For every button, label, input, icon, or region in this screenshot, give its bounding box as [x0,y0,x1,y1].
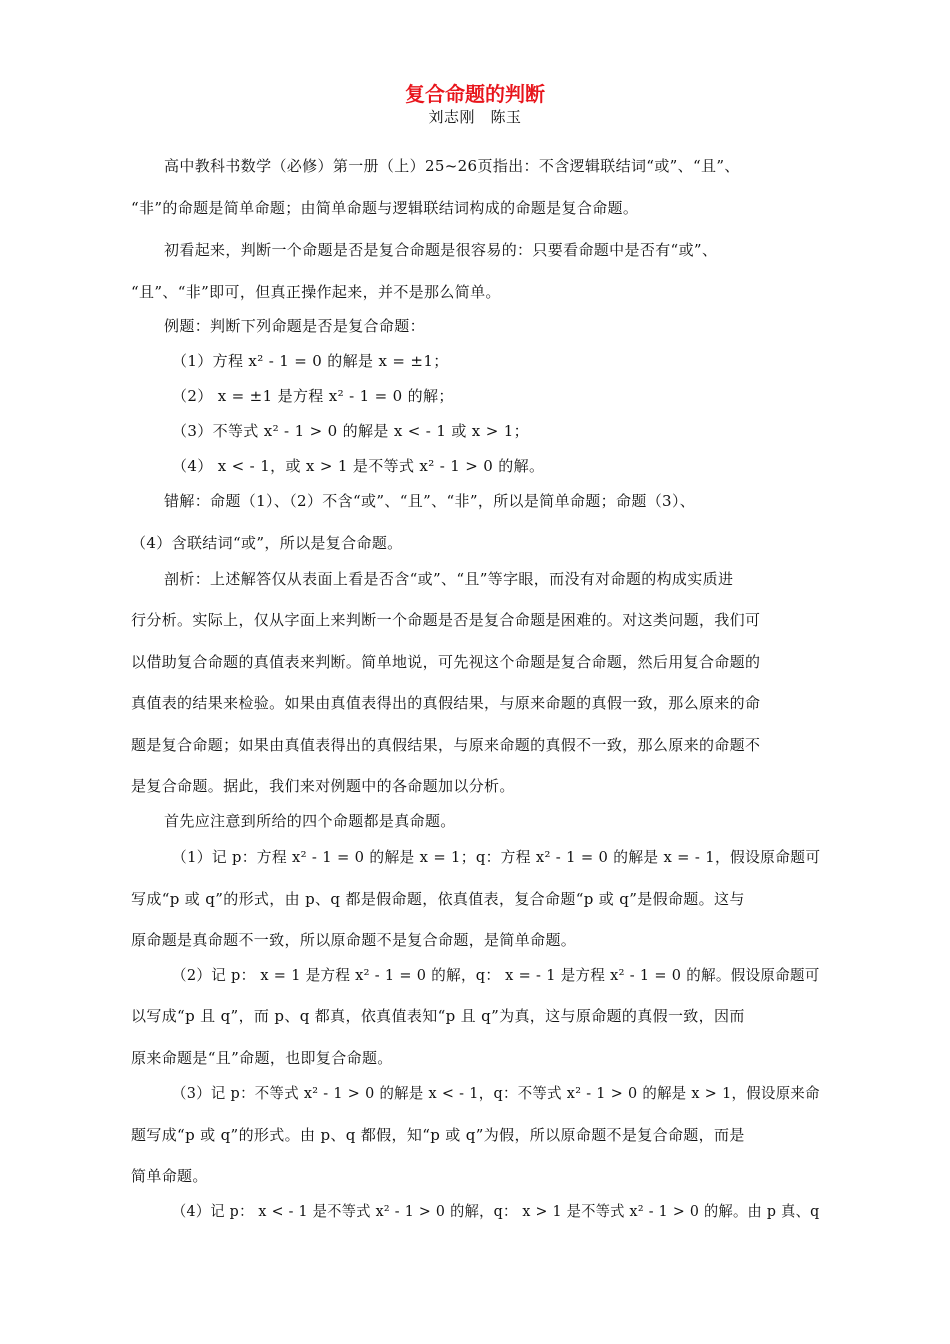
paragraph-line: 以写成“p 且 q”，而 p、q 都真，依真值表知“p 且 q”为真，这与原命题的真假一致，因而 [131,1007,745,1025]
example-item: （4） x < - 1，或 x > 1 是不等式 x² - 1 > 0 的解。 [172,457,545,475]
paragraph-line: 简单命题。 [131,1167,208,1185]
paragraph-line: （1）记 p：方程 x² - 1 = 0 的解是 x = 1；q：方程 x² - 1 = 0 的解是 x = - 1，假设原命题可 [172,848,821,866]
paragraph-line: 剖析：上述解答仅从表面上看是否含“或”、“且”等字眼，而没有对命题的构成实质进 [164,570,734,588]
paragraph-line: 写成“p 或 q”的形式，由 p、q 都是假命题，依真值表，复合命题“p 或 q”是假命题。这与 [131,890,745,908]
paragraph-line: （4）记 p： x < - 1 是不等式 x² - 1 > 0 的解，q： x > 1 是不等式 x² - 1 > 0 的解。由 p 真、q [172,1202,820,1220]
document-title: 复合命题的判断 [405,82,545,106]
paragraph-line: （4）含联结词“或”，所以是复合命题。 [131,534,403,552]
document-authors: 刘志刚 陈玉 [428,108,522,126]
paragraph-line: 是复合命题。据此，我们来对例题中的各命题加以分析。 [131,777,515,795]
paragraph-line: 题写成“p 或 q”的形式。由 p、q 都假，知“p 或 q”为假，所以原命题不是复合命题，而是 [131,1126,745,1144]
paragraph-line: 初看起来，判断一个命题是否是复合命题是很容易的：只要看命题中是否有“或”、 [164,241,718,259]
paragraph-line: “且”、“非”即可，但真正操作起来，并不是那么简单。 [131,283,501,301]
paragraph-line: 以借助复合命题的真值表来判断。简单地说，可先视这个命题是复合命题，然后用复合命题的 [131,653,761,671]
paragraph-line: 原来命题是“且”命题，也即复合命题。 [131,1049,393,1067]
example-item: （3）不等式 x² - 1 > 0 的解是 x < - 1 或 x > 1； [172,422,530,440]
example-item: （1）方程 x² - 1 = 0 的解是 x = ±1； [172,352,449,370]
example-item: （2） x = ±1 是方程 x² - 1 = 0 的解； [172,387,454,405]
paragraph-line: 例题：判断下列命题是否是复合命题： [164,317,425,335]
paragraph-line: 题是复合命题；如果由真值表得出的真假结果，与原来命题的真假不一致，那么原来的命题不 [131,736,761,754]
paragraph-line: 错解：命题（1）、（2）不含“或”、“且”、“非”，所以是简单命题；命题（3）、 [164,492,696,510]
paragraph-line: 高中教科书数学（必修）第一册（上）25~26页指出：不含逻辑联结词“或”、“且”、 [164,157,740,175]
paragraph-line: （2）记 p： x = 1 是方程 x² - 1 = 0 的解，q： x = - 1 是方程 x² - 1 = 0 的解。假设原命题可 [172,966,820,984]
paragraph-line: 原命题是真命题不一致，所以原命题不是复合命题，是简单命题。 [131,931,577,949]
paragraph-line: “非”的命题是简单命题；由简单命题与逻辑联结词构成的命题是复合命题。 [131,199,639,217]
paragraph-line: 行分析。实际上，仅从字面上来判断一个命题是否是复合命题是困难的。对这类问题，我们可 [131,611,761,629]
paragraph-line: （3）记 p：不等式 x² - 1 > 0 的解是 x < - 1，q：不等式 x² - 1 > 0 的解是 x > 1，假设原来命 [172,1084,820,1102]
paragraph-line: 真值表的结果来检验。如果由真值表得出的真假结果，与原来命题的真假一致，那么原来的命 [131,694,761,712]
paragraph-line: 首先应注意到所给的四个命题都是真命题。 [164,812,456,830]
